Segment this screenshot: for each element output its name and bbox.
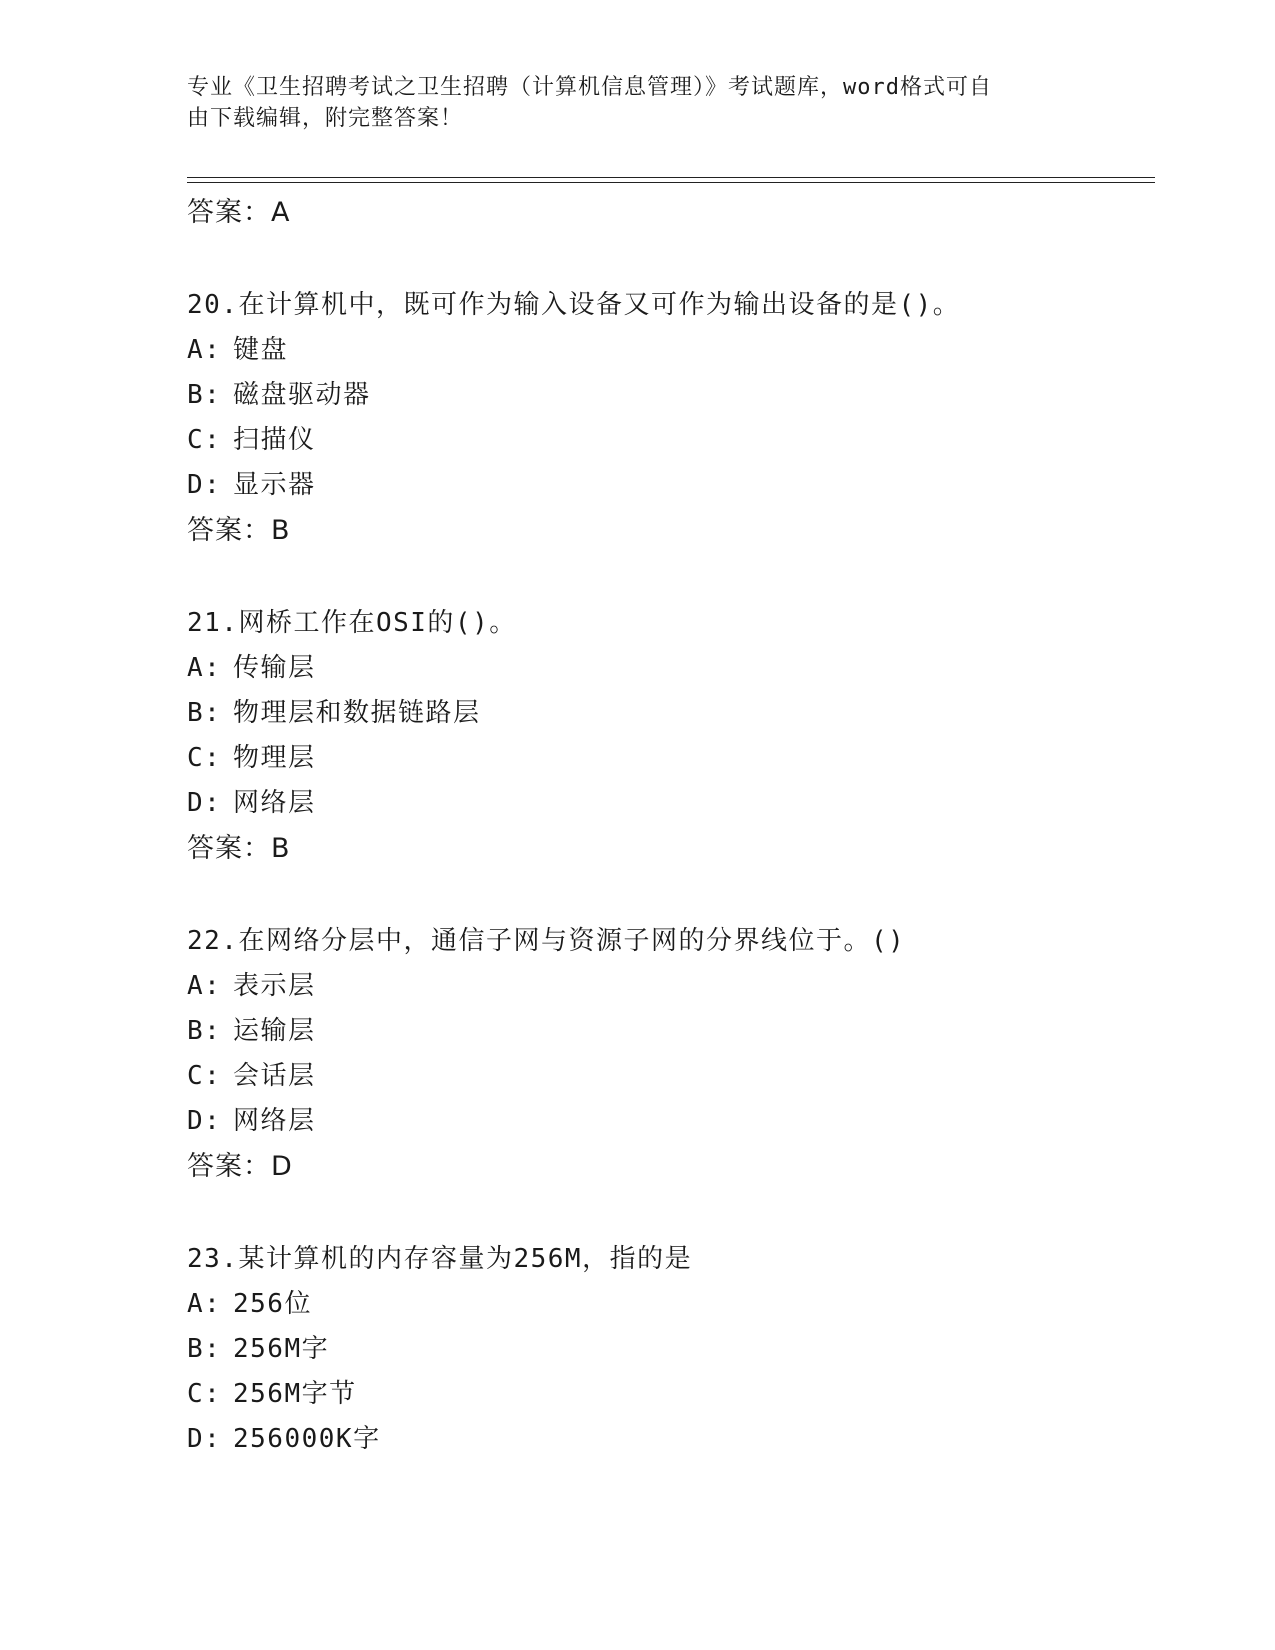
option-d (187, 1099, 1155, 1144)
header-divider-top (187, 177, 1155, 178)
spacer (187, 235, 1155, 283)
option-d (187, 463, 1155, 508)
option-text: 网络层 (233, 788, 316, 818)
option-text: 256M字 (233, 1334, 330, 1364)
header-line-2: 由下载编辑，附完整答案！ (187, 106, 464, 131)
option-text: 传输层 (233, 653, 316, 683)
option-text: 磁盘驱动器 (233, 380, 371, 410)
option-key: D: (187, 470, 222, 500)
document-header (187, 72, 1067, 134)
option-key: A: (187, 653, 222, 683)
option-key: C: (187, 425, 222, 455)
option-key: B: (187, 698, 222, 728)
question-block (187, 1237, 1155, 1462)
option-a (187, 964, 1155, 1009)
answer-line: 答案：A (187, 197, 291, 228)
option-a (187, 1282, 1155, 1327)
option-key: D: (187, 788, 222, 818)
answer-line: 答案：B (187, 833, 291, 864)
option-c (187, 1054, 1155, 1099)
option-c (187, 418, 1155, 463)
answer-line: 答案：D (187, 1151, 293, 1182)
option-key: A: (187, 971, 222, 1001)
question-block (187, 919, 1155, 1237)
option-text: 会话层 (233, 1061, 316, 1091)
option-text: 扫描仪 (233, 425, 316, 455)
spacer (187, 1189, 1155, 1237)
option-a (187, 328, 1155, 373)
option-b (187, 1327, 1155, 1372)
option-a (187, 646, 1155, 691)
spacer (187, 871, 1155, 919)
question-stem: 23.某计算机的内存容量为256M，指的是 (187, 1244, 693, 1274)
option-text: 表示层 (233, 971, 316, 1001)
header-line-1: 专业《卫生招聘考试之卫生招聘（计算机信息管理）》考试题库，word格式可自 (187, 75, 992, 100)
question-stem: 21.网桥工作在OSI的()。 (187, 608, 517, 638)
option-text: 256000K字 (233, 1424, 381, 1454)
option-key: A: (187, 335, 222, 365)
option-key: D: (187, 1424, 222, 1454)
option-b (187, 691, 1155, 736)
option-b (187, 1009, 1155, 1054)
option-key: C: (187, 743, 222, 773)
option-c (187, 736, 1155, 781)
option-d (187, 781, 1155, 826)
option-key: C: (187, 1061, 222, 1091)
question-stem: 22.在网络分层中，通信子网与资源子网的分界线位于。() (187, 926, 906, 956)
question-block (187, 601, 1155, 919)
option-key: B: (187, 380, 222, 410)
spacer (187, 553, 1155, 601)
option-key: B: (187, 1334, 222, 1364)
option-text: 物理层和数据链路层 (233, 698, 481, 728)
question-stem: 20.在计算机中，既可作为输入设备又可作为输出设备的是()。 (187, 290, 961, 320)
option-text: 物理层 (233, 743, 316, 773)
question-list (187, 190, 1155, 1462)
option-text: 运输层 (233, 1016, 316, 1046)
option-text: 键盘 (233, 335, 289, 365)
option-text: 网络层 (233, 1106, 316, 1136)
header-divider-bottom (187, 182, 1155, 183)
question-block (187, 283, 1155, 601)
option-key: A: (187, 1289, 222, 1319)
option-c (187, 1372, 1155, 1417)
option-key: B: (187, 1016, 222, 1046)
option-d (187, 1417, 1155, 1462)
option-key: C: (187, 1379, 222, 1409)
option-text: 256位 (233, 1289, 312, 1319)
answer-line: 答案：B (187, 515, 291, 546)
option-key: D: (187, 1106, 222, 1136)
option-text: 显示器 (233, 470, 316, 500)
option-b (187, 373, 1155, 418)
option-text: 256M字节 (233, 1379, 357, 1409)
